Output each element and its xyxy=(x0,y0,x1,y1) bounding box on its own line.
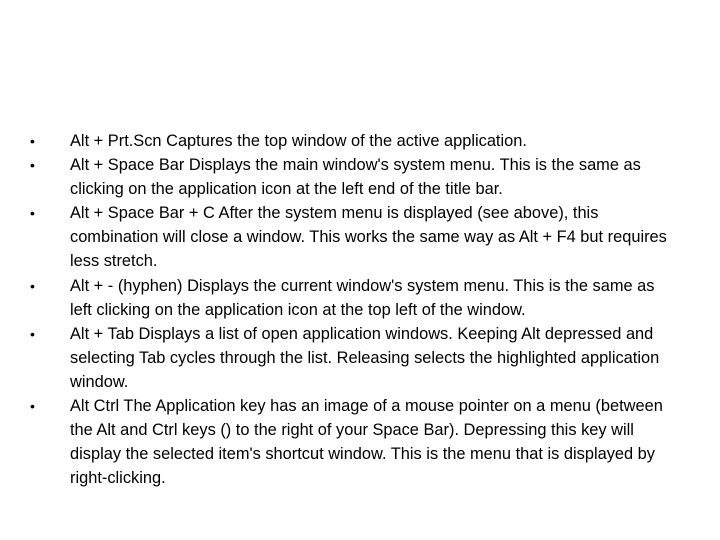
bullet-marker: • xyxy=(30,325,35,342)
bullet-text: Alt + Prt.Scn Captures the top window of the active application. xyxy=(70,132,527,150)
bullet-marker: • xyxy=(30,205,35,222)
bullet-item-alt-tab xyxy=(30,322,680,394)
bullet-item-alt-space-bar-c xyxy=(30,201,680,273)
bullet-text: Alt + Tab Displays a list of open application windows. Keeping Alt depressed and selecting Tab cycles through the list. Releasing selects the highlighted application window. xyxy=(70,324,660,391)
bullet-item-alt-space-bar xyxy=(30,153,680,201)
bullet-text: Alt Ctrl The Application key has an image of a mouse pointer on a menu (between the Alt and Ctrl keys () to the right of your Space Bar). Depressing this key will display the selected item's shortcut window. This is the menu that is displayed by right-clicking. xyxy=(70,397,663,488)
bullet-list xyxy=(30,129,680,490)
bullet-item-alt-ctrl-application-key xyxy=(30,394,680,490)
bullet-marker: • xyxy=(30,398,35,415)
bullet-text: Alt + Space Bar Displays the main window's system menu. This is the same as clicking on the application icon at the left end of the title bar. xyxy=(70,156,641,199)
bullet-text: Alt + Space Bar + C After the system menu is displayed (see above), this combination will close a window. This works the same way as Alt + F4 but requires less stretch. xyxy=(70,204,667,271)
bullet-marker: • xyxy=(30,133,35,149)
bullet-text: Alt + - (hyphen) Displays the current window's system menu. This is the same as left clicking on the application icon at the top left of the window. xyxy=(70,276,655,319)
bullet-item-alt-hyphen xyxy=(30,274,680,322)
bullet-marker: • xyxy=(30,277,35,294)
bullet-item-alt-prtscn xyxy=(30,129,680,153)
bullet-marker: • xyxy=(30,157,35,174)
